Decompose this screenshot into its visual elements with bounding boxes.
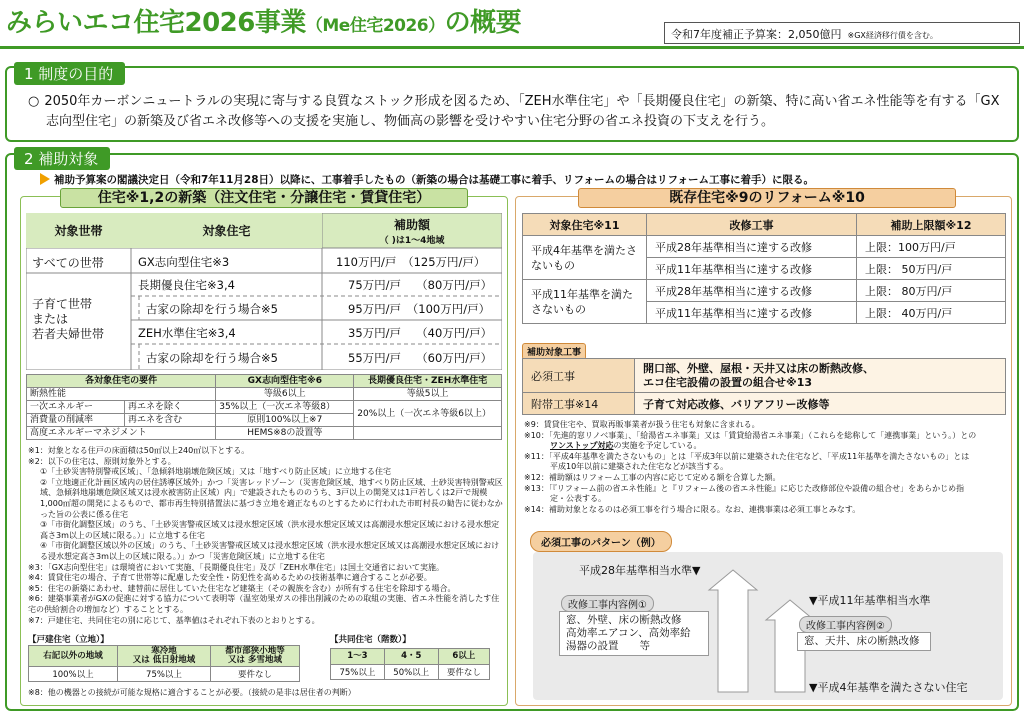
note-8: ※8：他の機器との接続が可能な規格に適合することが必要。（接続の是非は居住者の判断） <box>28 688 356 697</box>
note-line: ※13：「『リフォーム前の省エネ性能』と『リフォーム後の省エネ性能』に応じた改修部位や設備の組合せ」をあらかじめ指 <box>524 483 965 493</box>
req-r1b: 等級6以上 <box>216 388 354 401</box>
one-stop-link: ワンストップ対応 <box>550 441 614 451</box>
reform-col-limit: 補助上限額※12 <box>857 214 1006 236</box>
works-required-value: 開口部、外壁、屋根・天井又は床の断熱改修、 エコ住宅設備の設置の組合せ※13 <box>635 359 1006 393</box>
note-line: ※9：賃貸住宅や、買取再販事業者が扱う住宅も対象に含まれる。 <box>524 420 760 429</box>
note-line <box>524 441 1008 452</box>
note-line: ③「市街化調整区域」のうち、「土砂災害警戒区域又は浸水想定区域（洪水浸水想定区域又は高潮浸水想定区域における浸水想定高さ3m以上の区域に限る。）」に立地する住宅 <box>40 520 500 540</box>
note-line: ②「立地適正化計画区域内の居住誘導区域外」かつ「災害レッドゾーン（災害危険区域、地すべり防止区域、土砂災害特別警戒区域、急傾斜地崩壊危険区域又は浸水被害防止区域）内」で建設されたもののうち、3戸以上の開発又は1戸若しくは2戸で規模1,000㎡超の開発によるもので、都市再生特別措置法に基づき立地を適正なものとするために行われた市町村長の勧告に従わなかった旨の公表に係る住宅 <box>40 477 503 519</box>
table-row <box>523 393 1006 415</box>
col-house: 対象住宅 <box>131 213 322 248</box>
req-head-2: GX志向型住宅※6 <box>216 375 354 388</box>
collective-v1: 75%以上 <box>331 665 385 680</box>
reform-h4-r1-limit: 上限：100万円/戸 <box>857 236 1006 258</box>
note-line: ※14：補助対象となるのは必須工事を行う場合に限る。なお、連携事業は必須工事とみなす。 <box>524 504 861 514</box>
section1-label: 1 制度の目的 <box>14 62 125 85</box>
works-required-label: 必須工事 <box>523 359 635 393</box>
req-r4b: HEMS※8の設置等 <box>216 427 354 440</box>
pattern-diagram <box>533 552 1003 700</box>
note-line: ※11：「平成4年基準を満たさないもの」とは「平成3年以前に建築された住宅など、「平成11年基準を満たさないもの」とは <box>524 451 970 461</box>
detached-table <box>28 645 300 682</box>
example1-tag: 改修工事内容例① <box>561 595 654 612</box>
pattern-badge: 必須工事のパターン（例） <box>530 531 672 552</box>
budget-text: 令和7年度補正予算案：2,050億円 <box>671 28 842 41</box>
row-gx-amount: 110万円/戸 （125万円/戸） <box>336 255 486 269</box>
title-sub: （Me住宅2026） <box>305 16 445 36</box>
req-r3a: 消費量の削減率 <box>27 414 125 427</box>
req-r1a: 断熱性能 <box>27 388 216 401</box>
collective-h2: 4・5 <box>384 649 438 665</box>
row-long-house: 長期優良住宅※3,4 <box>138 278 235 292</box>
table-row <box>29 646 300 667</box>
req-r4a: 高度エネルギーマネジメント <box>27 427 216 440</box>
reform-h11-r2-work: 平成11年基準相当に達する改修 <box>647 302 857 324</box>
reform-col-work: 改修工事 <box>647 214 857 236</box>
section1-bullet: ○ <box>28 94 40 109</box>
note-line: ※7：戸建住宅、共同住宅の別に応じて、基準値はそれぞれ下表のとおりとする。 <box>28 615 320 625</box>
works-badge: 補助対象工事 <box>522 343 586 360</box>
works-optional-value: 子育て対応改修、バリアフリー改修等 <box>635 393 1006 415</box>
row-all-household: すべての世帯 <box>32 256 104 270</box>
req-r4c <box>354 427 502 440</box>
example2-tag: 改修工事内容例② <box>799 616 892 633</box>
budget-note: ※GX経済移行債を含む。 <box>847 31 938 40</box>
table-row <box>523 214 1006 236</box>
reform-h4-r2-limit: 上限： 50万円/戸 <box>857 258 1006 280</box>
collective-title: 【共同住宅（階数）】 <box>330 635 411 645</box>
reform-h4-r2-work: 平成11年基準相当に達する改修 <box>647 258 857 280</box>
target-condition-text: 補助予算案の閣議決定日（令和7年11月28日）以降に、工事着手したもの（新築の場合は基礎工事に着手、リフォームの場合はリフォーム工事に着手）に限る。 <box>54 174 814 186</box>
collective-v3: 要件なし <box>438 665 489 680</box>
row-long-demo: 古家の除却を行う場合※5 <box>146 302 278 316</box>
req-r3a2: 再エネを含む <box>125 414 216 427</box>
section1-body: 2050年カーボンニュートラルの実現に寄与する良質なストック形成を図るため、「ZEH水準住宅」や「長期優良住宅」の新築、特に高い省エネ性能等を有する「GX志向型住宅」の新築及び省エネ改修等への支援を実施し、物価高の影響を受けやすい住宅分野の省エネ投資の下支えを行う。 <box>44 94 1000 129</box>
level-h11: ▼平成11年基準相当水準 <box>809 594 931 607</box>
example1-body: 窓、外壁、床の断熱改修 高効率エアコン、高効率給 湯器の設置 等 <box>559 611 709 656</box>
row-family-household: 子育て世帯 または 若者夫婦世帯 <box>32 297 105 341</box>
works-table <box>522 358 1006 415</box>
row-zeh-demo: 古家の除却を行う場合※5 <box>146 351 278 365</box>
note-line: ①「土砂災害特別警戒区域」、「急傾斜地崩壊危険区域」又は「地すべり防止区域」に立地する住宅 <box>40 467 392 477</box>
table-row <box>27 375 502 388</box>
row-long-demo-amount: 95万円/戸 （100万円/戸） <box>348 302 491 316</box>
col-amount: 補助額 <box>393 218 430 232</box>
req-head-3: 長期優良住宅・ZEH水準住宅 <box>354 375 502 388</box>
table-row <box>27 427 502 440</box>
works-optional-label: 附帯工事※14 <box>523 393 635 415</box>
note-line: 定・公表する。 <box>550 494 606 504</box>
detached-v1: 100%以上 <box>29 667 118 682</box>
col-household: 対象世帯 <box>26 213 131 248</box>
requirements-table <box>26 374 502 440</box>
table-row <box>523 236 1006 258</box>
detached-v2: 75%以上 <box>117 667 210 682</box>
detached-h3: 都市部狭小地等 又は 多雪地域 <box>211 646 300 667</box>
note-line: ※4：賃貸住宅の場合、子育て世帯等に配慮した安全性・防犯性を高めるための技術基準に適合することが必要。 <box>28 573 432 583</box>
collective-table <box>330 648 490 680</box>
row-zeh-amount: 35万円/戸 （40万円/戸） <box>348 326 493 340</box>
table-row <box>523 280 1006 302</box>
table-row <box>27 401 502 414</box>
example2-body: 窓、天井、床の断熱改修 <box>797 632 931 651</box>
section2-label: 2 補助対象 <box>14 147 110 170</box>
reform-table <box>522 213 1006 324</box>
table-row <box>29 667 300 682</box>
title-divider <box>0 46 1024 49</box>
page-title <box>6 2 521 39</box>
note-line: ④「市街化調整区域以外の区域」のうち、「土砂災害警戒区域又は浸水想定区域（洪水浸水想定区域又は高潮浸水想定区域における浸水想定高さ3m以上の区域に限る。）」かつ「災害危険区域」に立地する住宅 <box>40 541 500 561</box>
collective-v2: 50%以上 <box>384 665 438 680</box>
reform-header: 既存住宅※9のリフォーム※10 <box>578 188 956 208</box>
req-head-1: 各対象住宅の要件 <box>27 375 216 388</box>
reform-h11-r2-limit: 上限： 40万円/戸 <box>857 302 1006 324</box>
section1-text <box>28 92 1008 132</box>
note-line: ※2：以下の住宅は、原則対象外とする。 <box>28 456 176 466</box>
col-amount-sub: （ )は1～4地域 <box>379 236 445 246</box>
reform-h11-r1-work: 平成28年基準相当に達する改修 <box>647 280 857 302</box>
reform-h11-r1-limit: 上限： 80万円/戸 <box>857 280 1006 302</box>
target-condition <box>40 172 814 187</box>
reform-h11-house: 平成11年基準を満たさないもの <box>523 280 647 324</box>
req-r2a: 一次エネルギー <box>27 401 125 414</box>
note-line: ※5：住宅の新築にあわせ、建替前に居住していた住宅など建築主（その親族を含む）が所有する住宅を除却する場合。 <box>28 583 456 593</box>
detached-h2: 寒冷地 又は 低日射地域 <box>117 646 210 667</box>
detached-h1: 右記以外の地域 <box>29 646 118 667</box>
reform-col-house: 対象住宅※11 <box>523 214 647 236</box>
table-row <box>331 665 490 680</box>
note-text: の実施を予定している。 <box>613 441 702 451</box>
row-zeh-demo-amount: 55万円/戸 （60万円/戸） <box>348 351 493 365</box>
triangle-bullet-icon <box>40 173 50 185</box>
title-tail: の概要 <box>444 8 522 38</box>
note-line: ※12：補助額はリフォーム工事の内容に応じて定める額を合算した額。 <box>524 472 781 482</box>
level-h28: 平成28年基準相当水準▼ <box>579 564 701 577</box>
table-row <box>331 649 490 665</box>
reform-h4-r1-work: 平成28年基準相当に達する改修 <box>647 236 857 258</box>
req-r1c: 等級5以上 <box>354 388 502 401</box>
row-gx-house: GX志向型住宅※3 <box>138 255 230 269</box>
req-r2a2: 再エネを除く <box>125 401 216 414</box>
reform-notes <box>524 420 1008 515</box>
new-build-table <box>26 213 502 370</box>
reform-h4-house: 平成4年基準を満たさないもの <box>523 236 647 280</box>
new-build-notes <box>28 446 504 626</box>
detached-title: 【戸建住宅（立地）】 <box>28 635 109 645</box>
level-h4: ▼平成4年基準を満たさない住宅 <box>809 681 968 694</box>
row-long-amount: 75万円/戸 （80万円/戸） <box>348 278 493 292</box>
budget-box <box>664 22 1020 44</box>
title-main: みらいエコ住宅2026事業 <box>6 8 306 38</box>
req-r3b: 原則100%以上※7 <box>216 414 354 427</box>
note-line: ※3：「GX志向型住宅」は環境省において実施、「長期優良住宅」及び「ZEH水準住宅」は国土交通省において実施。 <box>28 562 445 572</box>
req-r2b: 35%以上（一次エネ等級8） <box>216 401 354 414</box>
collective-h1: 1～3 <box>331 649 385 665</box>
req-r2c: 20%以上（一次エネ等級6以上） <box>354 401 502 427</box>
note-line: ※10：「先進的窓リノベ事業」、「給湯省エネ事業」又は「賃貸給湯省エネ事業」（これらを総称して「連携事業」という。）との <box>524 430 977 440</box>
note-line: ※1：対象となる住戸の床面積は50㎡以上240㎡以下とする。 <box>28 446 250 455</box>
collective-h3: 6以上 <box>438 649 489 665</box>
detached-v3: 要件なし <box>211 667 300 682</box>
note-line: 平成10年以前に建築された住宅などが該当する。 <box>550 462 729 472</box>
table-row <box>523 359 1006 393</box>
table-row <box>27 388 502 401</box>
note-line: ※6：建築事業者がGXの促進に対する協力について表明等（温室効果ガスの排出削減のための取組の実施、省エネ性能を消したす住宅の供給割合の増加など）することとする。 <box>28 594 500 614</box>
new-build-header: 住宅※1,2の新築（注文住宅・分譲住宅・賃貸住宅） <box>60 188 468 208</box>
row-zeh-house: ZEH水準住宅※3,4 <box>138 326 236 340</box>
